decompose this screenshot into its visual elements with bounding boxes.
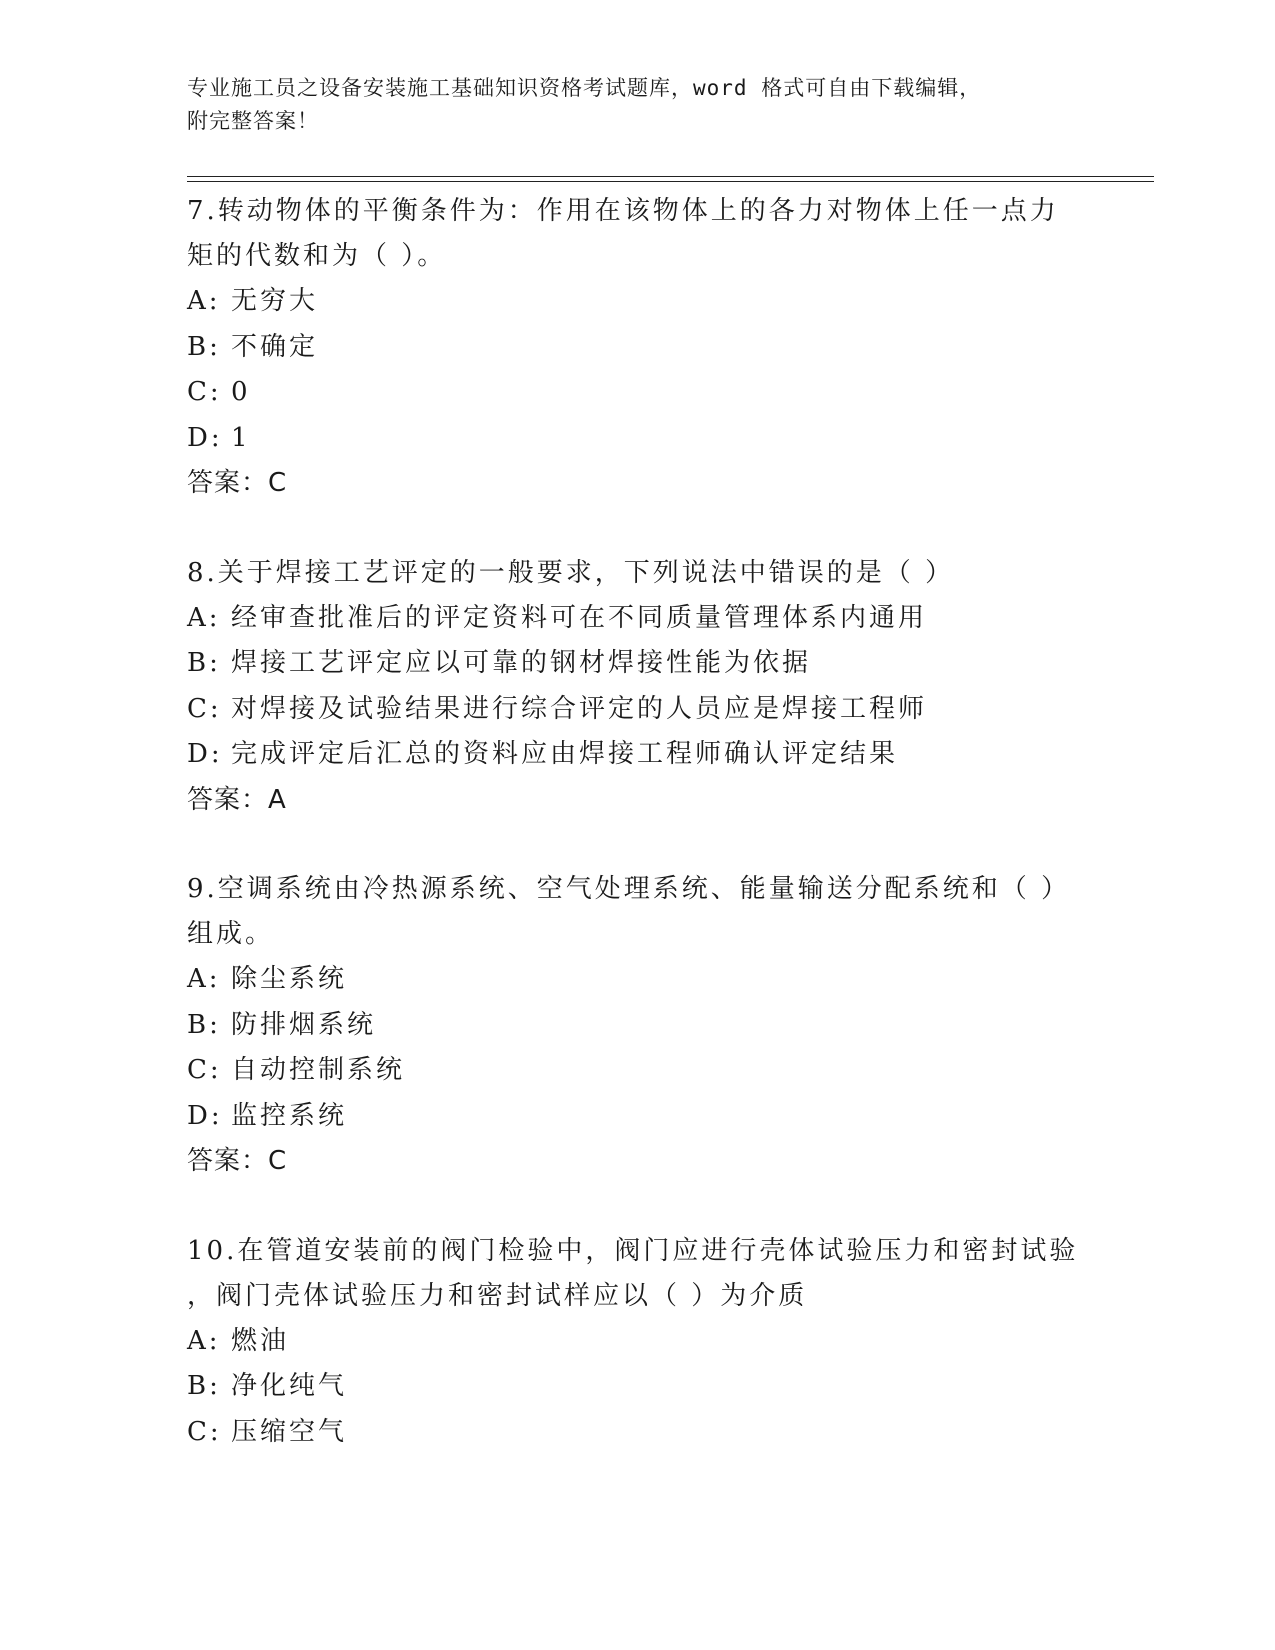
option-text: 经审查批准后的评定资料可在不同质量管理体系内通用 [231,602,928,633]
option-letter: B: [187,331,221,362]
option-letter: A: [187,602,221,633]
option-d [187,732,1087,778]
option-text: 对焊接及试验结果进行综合评定的人员应是焊接工程师 [231,693,928,724]
option-letter: A: [187,964,221,994]
question-stem-line: 10.在管道安装前的阀门检验中，阀门应进行壳体试验压力和密封试验 [187,1235,1079,1266]
header-divider-top [187,176,1154,177]
option-letter: C: [187,693,222,724]
option-letter: D: [187,739,223,769]
option-text: 防排烟系统 [231,1009,377,1040]
option-a [187,596,1087,642]
option-text: 除尘系统 [231,964,348,994]
answer-label: 答案：C [187,1146,288,1176]
option-text: 压缩空气 [231,1416,348,1447]
option-c [187,1410,1087,1456]
option-d [187,416,1087,462]
option-text: 0 [231,377,251,407]
header-title-line-1: 专业施工员之设备安装施工基础知识资格考试题库，word 格式可自由下载编辑， [187,76,982,100]
question-9 [187,867,1087,1185]
option-letter: D: [187,1100,223,1131]
header-divider-bottom [187,181,1154,182]
answer-label: 答案：C [187,468,288,498]
option-c [187,687,1087,733]
question-10 [187,1229,1087,1456]
question-stem-line: ，阀门壳体试验压力和密封试样应以（ ）为介质 [187,1280,808,1311]
option-a [187,279,1087,325]
option-text: 1 [231,422,251,453]
question-8 [187,551,1087,824]
question-stem-line: 组成。 [187,919,275,949]
option-c [187,370,1087,416]
option-text: 监控系统 [231,1100,348,1131]
question-stem-line: 8.关于焊接工艺评定的一般要求，下列说法中错误的是（ ） [187,557,955,588]
option-c [187,1048,1087,1094]
option-letter: D: [187,422,223,453]
option-letter: B: [187,648,221,678]
option-letter: C: [187,1416,222,1447]
option-letter: B: [187,1371,221,1401]
option-letter: B: [187,1009,221,1040]
option-b [187,641,1087,687]
option-b [187,1003,1087,1049]
option-d [187,1094,1087,1140]
option-text: 焊接工艺评定应以可靠的钢材焊接性能为依据 [231,648,812,678]
answer-label: 答案：A [187,784,287,815]
option-text: 无穷大 [231,286,319,316]
option-b [187,325,1087,371]
question-stem-line: 矩的代数和为（ ）。 [187,241,447,271]
option-letter: A: [187,286,221,316]
question-stem-line: 9.空调系统由冷热源系统、空气处理系统、能量输送分配系统和（ ） [187,874,1071,904]
question-7 [187,189,1087,507]
option-a [187,1319,1087,1365]
option-letter: A: [187,1325,221,1356]
option-text: 完成评定后汇总的资料应由焊接工程师确认评定结果 [231,739,899,769]
question-stem-line: 7.转动物体的平衡条件为：作用在该物体上的各力对物体上任一点力 [187,196,1059,226]
option-b [187,1364,1087,1410]
option-text: 燃油 [231,1325,290,1356]
question-list [187,189,1087,1477]
option-text: 净化纯气 [231,1371,348,1401]
header-title-line-2: 附完整答案！ [187,109,319,133]
option-a [187,957,1087,1003]
option-text: 自动控制系统 [231,1055,406,1085]
option-text: 不确定 [231,331,319,362]
option-letter: C: [187,1055,222,1085]
option-letter: C: [187,377,222,407]
document-header [187,72,1067,138]
